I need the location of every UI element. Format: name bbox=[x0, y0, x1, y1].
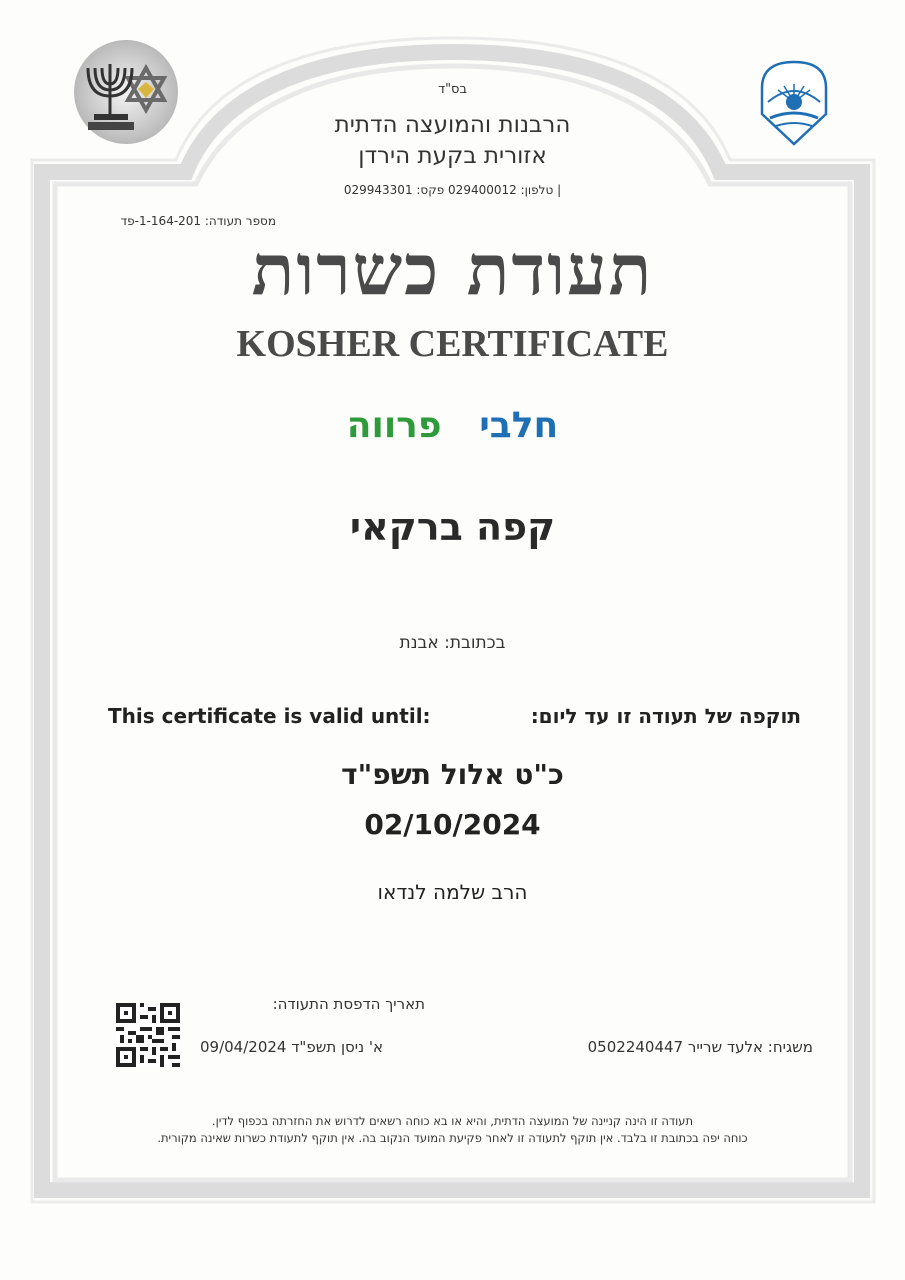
rabbi-signature: הרב שלמה לנדאו bbox=[377, 880, 528, 904]
pareve-label: פרווה bbox=[346, 405, 442, 446]
valid-until-label-hebrew: תוקפה של תעודה זו עד ליום: bbox=[530, 704, 801, 728]
expiry-date-gregorian: 02/10/2024 bbox=[364, 808, 541, 841]
contact-phone-fax: טלפון: 029400012 פקס: 029943301 | bbox=[343, 183, 562, 197]
dairy-label: חלבי bbox=[479, 405, 559, 446]
title-english: KOSHER CERTIFICATE bbox=[236, 323, 669, 365]
valid-until-label-english: This certificate is valid until: bbox=[108, 704, 431, 728]
supervisor-info: משגיח: אלעד שרייר 0502240447 bbox=[587, 1038, 813, 1056]
expiry-date-hebrew: כ"ט אלול תשפ"ד bbox=[341, 758, 564, 791]
bsd-label: בס"ד bbox=[437, 82, 468, 97]
footer-disclaimer bbox=[0, 1113, 905, 1147]
council-name-line1: הרבנות והמועצה הדתית bbox=[334, 112, 571, 138]
footer-line-2: כוחה יפה בכתובת זו בלבד. אין תוקף לתעודה זו לאחר פקיעת המועד הנקוב בה. אין תוקף לתעודת כשרות שאינה מקורית. bbox=[157, 1131, 748, 1145]
print-date-label: תאריך הדפסת התעודה: bbox=[272, 995, 425, 1013]
certificate-number: מספר תעודה: 1-164-201-פד bbox=[120, 214, 276, 228]
kashrut-type bbox=[0, 405, 905, 446]
footer-line-1: תעודה זו הינה קניינה של המועצה הדתית, והיא או בא כוחה רשאים לדרוש את החזרתה בכפוף לדין. bbox=[211, 1114, 694, 1128]
business-name: קפה ברקאי bbox=[349, 505, 556, 549]
title-hebrew: תעודת כשרות bbox=[251, 228, 654, 311]
council-name-line2: אזורית בקעת הירדן bbox=[358, 143, 547, 169]
print-date-value: א' ניסן תשפ"ד 09/04/2024 bbox=[200, 1038, 384, 1056]
business-address: בכתובת: אבנת bbox=[399, 633, 506, 653]
qr-code-icon bbox=[116, 1003, 180, 1067]
